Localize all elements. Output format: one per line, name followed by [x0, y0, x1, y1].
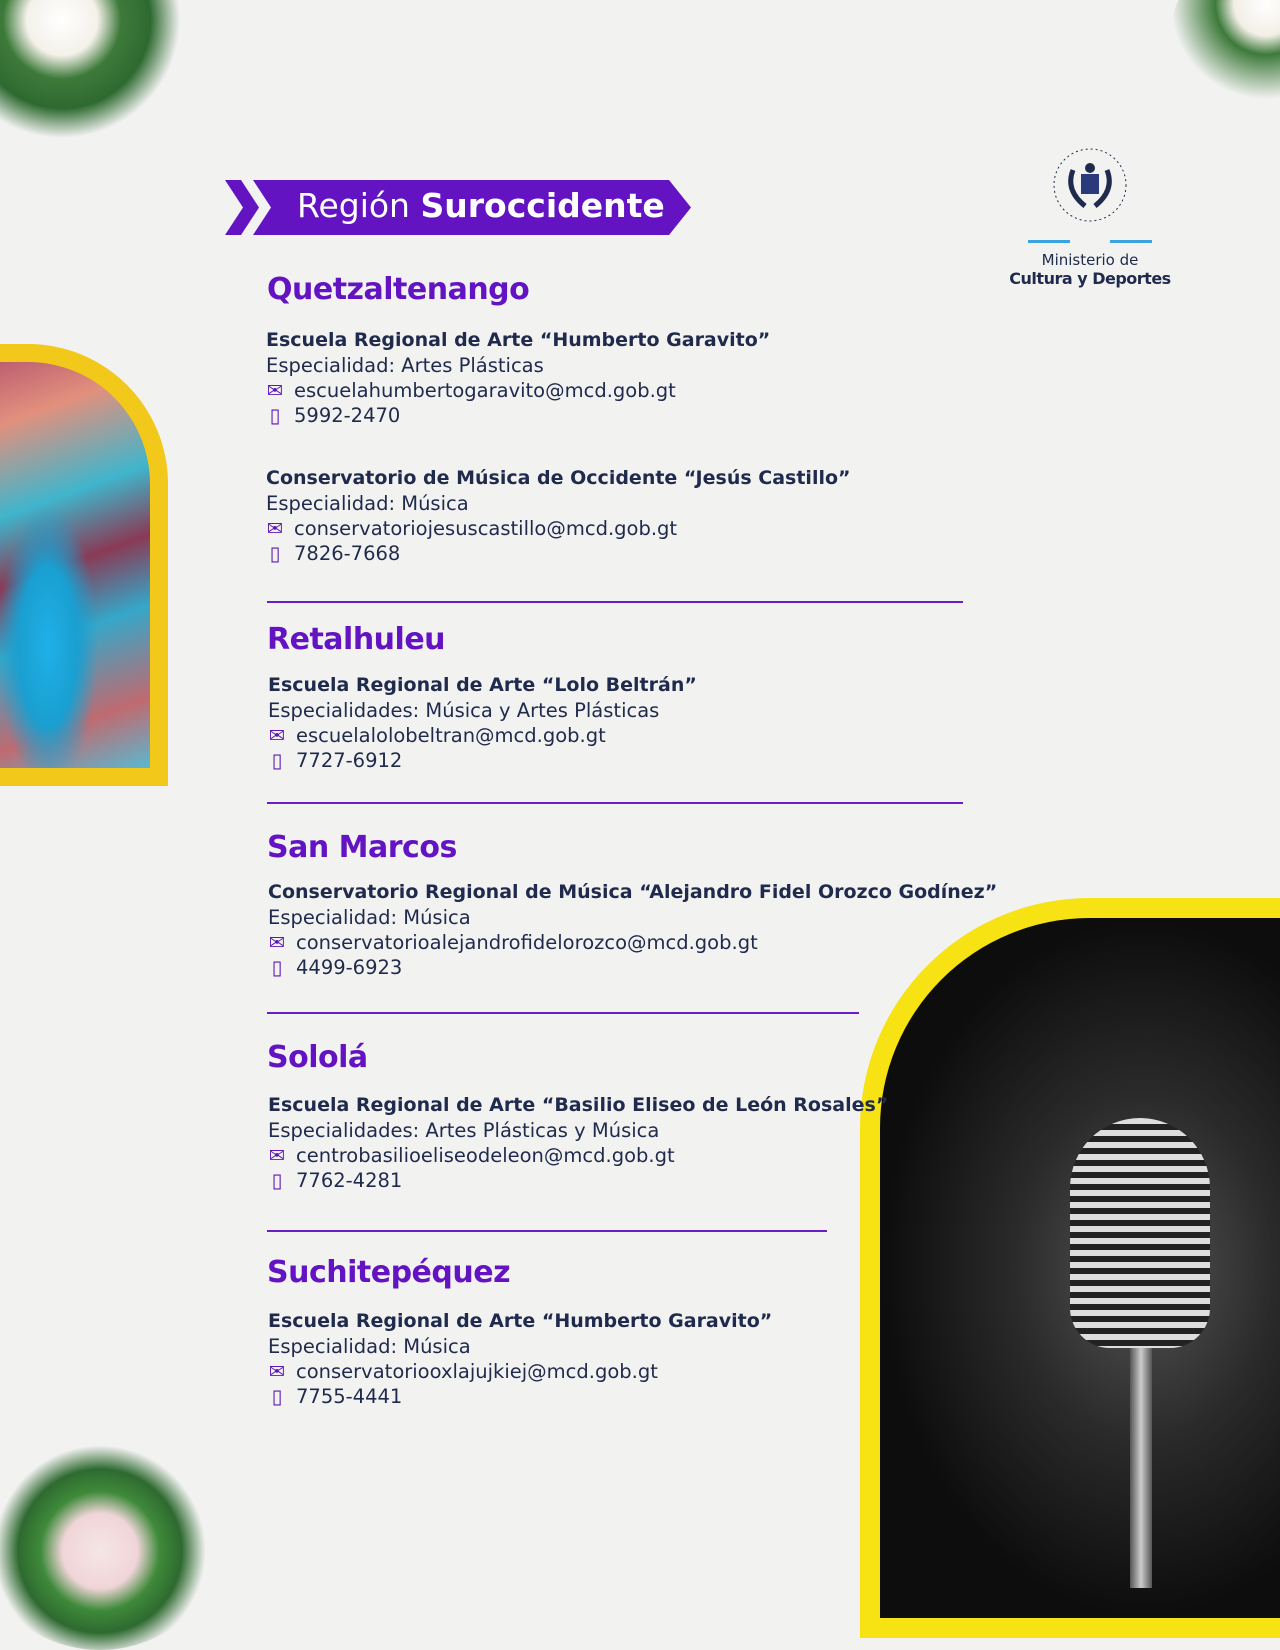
section-heading-solola: Sololá [267, 1040, 368, 1075]
school-specialty: Especialidad: Música [268, 1335, 471, 1358]
microphone-stand [1130, 1348, 1152, 1588]
ministry-name-line2: Cultura y Deportes [1009, 269, 1171, 288]
school-email[interactable]: conservatorioalejandrofidelorozco@mcd.gob.gt [296, 931, 758, 954]
school-email[interactable]: conservatoriojesuscastillo@mcd.gob.gt [294, 517, 678, 540]
section-heading-quetzaltenango: Quetzaltenango [267, 272, 530, 307]
school-email[interactable]: conservatoriooxlajujkiej@mcd.gob.gt [296, 1360, 658, 1383]
school-specialty: Especialidad: Música [268, 906, 471, 929]
section-heading-san-marcos: San Marcos [267, 830, 457, 865]
school-entry [268, 1093, 888, 1193]
school-phone[interactable]: 7762-4281 [296, 1169, 403, 1192]
flower-decoration-top-right [1170, 0, 1280, 130]
envelope-icon: ✉ [268, 724, 286, 747]
school-email[interactable]: escuelahumbertogaravito@mcd.gob.gt [294, 379, 676, 402]
school-name: Conservatorio Regional de Música “Alejandro Fidel Orozco Godínez” [268, 881, 998, 903]
ministry-name-line1: Ministerio de [1041, 251, 1139, 269]
school-name: Escuela Regional de Arte “Humberto Garavito” [268, 1310, 773, 1332]
school-name: Escuela Regional de Arte “Humberto Garavito” [266, 329, 771, 351]
school-entry [268, 880, 997, 980]
school-email[interactable]: escuelalolobeltran@mcd.gob.gt [296, 724, 606, 747]
school-specialty: Especialidades: Artes Plásticas y Música [268, 1119, 660, 1142]
envelope-icon: ✉ [268, 1360, 286, 1383]
microphone-head [1070, 1118, 1210, 1348]
school-specialty: Especialidad: Artes Plásticas [266, 354, 544, 377]
school-phone[interactable]: 4499-6923 [296, 956, 403, 979]
school-email[interactable]: centrobasilioeliseodeleon@mcd.gob.gt [296, 1144, 675, 1167]
mobile-phone-icon: ▯ [271, 956, 283, 979]
school-phone[interactable]: 5992-2470 [294, 404, 401, 427]
school-entry [266, 328, 770, 428]
school-name: Conservatorio de Música de Occidente “Jesús Castillo” [266, 467, 851, 489]
section-divider [267, 802, 963, 804]
school-phone[interactable]: 7826-7668 [294, 542, 401, 565]
section-heading-suchitepequez: Suchitepéquez [267, 1255, 511, 1290]
school-specialty: Especialidades: Música y Artes Plásticas [268, 699, 660, 722]
region-banner [225, 180, 691, 235]
paint-texture-image [0, 344, 168, 786]
envelope-icon: ✉ [266, 379, 284, 402]
flower-decoration-bottom-left [0, 1430, 220, 1650]
school-entry [268, 673, 697, 773]
logo-divider [1005, 240, 1175, 243]
guatemala-seal-icon [1045, 140, 1135, 230]
mobile-phone-icon: ▯ [269, 404, 281, 427]
envelope-icon: ✉ [268, 1144, 286, 1167]
section-heading-retalhuleu: Retalhuleu [267, 622, 446, 657]
mobile-phone-icon: ▯ [271, 1385, 283, 1408]
envelope-icon: ✉ [268, 931, 286, 954]
section-divider [267, 1012, 859, 1014]
envelope-icon: ✉ [266, 517, 284, 540]
ministry-logo [1005, 140, 1175, 288]
school-specialty: Especialidad: Música [266, 492, 469, 515]
school-phone[interactable]: 7727-6912 [296, 749, 403, 772]
region-title: Región Suroccidente [297, 186, 665, 225]
school-name: Escuela Regional de Arte “Lolo Beltrán” [268, 674, 697, 696]
mobile-phone-icon: ▯ [271, 1169, 283, 1192]
school-entry [268, 1309, 772, 1409]
mobile-phone-icon: ▯ [271, 749, 283, 772]
mobile-phone-icon: ▯ [269, 542, 281, 565]
section-divider [267, 601, 963, 603]
school-name: Escuela Regional de Arte “Basilio Eliseo de León Rosales” [268, 1094, 889, 1116]
school-phone[interactable]: 7755-4441 [296, 1385, 403, 1408]
school-entry [266, 466, 851, 566]
microphone-image [860, 898, 1280, 1638]
section-divider [267, 1230, 827, 1232]
flower-decoration-top-left [0, 0, 200, 160]
